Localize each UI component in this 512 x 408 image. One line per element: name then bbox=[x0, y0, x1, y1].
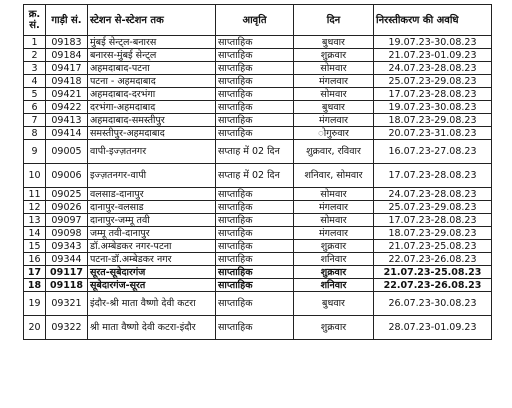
cell-serial-number: 13 bbox=[24, 214, 46, 227]
cell-train-number: 09097 bbox=[46, 214, 88, 227]
cell-cancellation-period: 17.07.23-28.08.23 bbox=[374, 214, 492, 227]
cell-day: बुधवार bbox=[294, 36, 374, 49]
cell-cancellation-period: 21.07.23-01.09.23 bbox=[374, 49, 492, 62]
cell-day: शुक्रवार bbox=[294, 240, 374, 253]
table-row bbox=[24, 75, 492, 88]
cell-serial-number: 3 bbox=[24, 62, 46, 75]
cell-frequency: साप्ताहिक bbox=[216, 214, 294, 227]
cell-frequency: साप्ताहिक bbox=[216, 49, 294, 62]
cell-day: सोमवार bbox=[294, 62, 374, 75]
cancellation-table-container bbox=[23, 4, 492, 340]
table-row bbox=[24, 227, 492, 240]
cell-route: मुंबई सेन्ट्ल-बनारस bbox=[88, 36, 216, 49]
table-row bbox=[24, 253, 492, 266]
cell-day: शुक्रवार bbox=[294, 266, 374, 279]
cell-train-number: 09414 bbox=[46, 127, 88, 140]
cell-cancellation-period: 19.07.23-30.08.23 bbox=[374, 36, 492, 49]
cell-cancellation-period: 20.07.23-31.08.23 bbox=[374, 127, 492, 140]
cell-cancellation-period: 19.07.23-30.08.23 bbox=[374, 101, 492, 114]
cell-day: शुक्रवार, रविवार bbox=[294, 140, 374, 164]
cell-frequency: साप्ताहिक bbox=[216, 201, 294, 214]
table-row bbox=[24, 88, 492, 101]
cell-frequency: साप्ताहिक bbox=[216, 114, 294, 127]
cell-frequency: साप्ताहिक bbox=[216, 88, 294, 101]
cell-cancellation-period: 17.07.23-28.08.23 bbox=[374, 88, 492, 101]
cell-cancellation-period: 21.07.23-25.08.23 bbox=[374, 240, 492, 253]
cell-serial-number: 19 bbox=[24, 292, 46, 316]
cell-route: सूबेदारगंज-सूरत bbox=[88, 279, 216, 292]
cell-route: बनारस-मुंबई सेन्ट्ल bbox=[88, 49, 216, 62]
table-row bbox=[24, 101, 492, 114]
header-frequency: आवृति bbox=[216, 5, 294, 36]
cell-route: पटना-डॉ.अम्बेडकर नगर bbox=[88, 253, 216, 266]
cell-route: जम्मू तवी-दानापुर bbox=[88, 227, 216, 240]
cell-frequency: साप्ताहिक bbox=[216, 316, 294, 340]
cell-serial-number: 12 bbox=[24, 201, 46, 214]
cell-train-number: 09117 bbox=[46, 266, 88, 279]
cell-frequency: साप्ताहिक bbox=[216, 266, 294, 279]
cell-cancellation-period: 22.07.23-26.08.23 bbox=[374, 279, 492, 292]
cell-train-number: 09006 bbox=[46, 164, 88, 188]
cell-train-number: 09005 bbox=[46, 140, 88, 164]
cell-route: दरभंगा-अहमदाबाद bbox=[88, 101, 216, 114]
cell-frequency: साप्ताहिक bbox=[216, 36, 294, 49]
cell-train-number: 09422 bbox=[46, 101, 88, 114]
cell-frequency: साप्ताहिक bbox=[216, 227, 294, 240]
cell-cancellation-period: 21.07.23-25.08.23 bbox=[374, 266, 492, 279]
table-row bbox=[24, 279, 492, 292]
cell-serial-number: 2 bbox=[24, 49, 46, 62]
cell-serial-number: 16 bbox=[24, 253, 46, 266]
cell-serial-number: 10 bbox=[24, 164, 46, 188]
cell-train-number: 09098 bbox=[46, 227, 88, 240]
cell-frequency: साप्ताहिक bbox=[216, 127, 294, 140]
cell-serial-number: 7 bbox=[24, 114, 46, 127]
cell-route: दानापुर-वलसाड bbox=[88, 201, 216, 214]
cell-frequency: साप्ताहिक bbox=[216, 75, 294, 88]
cell-train-number: 09184 bbox=[46, 49, 88, 62]
header-day: दिन bbox=[294, 5, 374, 36]
cell-route: वलसाड-दानापुर bbox=[88, 188, 216, 201]
cell-serial-number: 20 bbox=[24, 316, 46, 340]
cell-serial-number: 8 bbox=[24, 127, 46, 140]
cell-cancellation-period: 25.07.23-29.08.23 bbox=[374, 201, 492, 214]
cell-train-number: 09322 bbox=[46, 316, 88, 340]
cell-serial-number: 15 bbox=[24, 240, 46, 253]
header-cancellation-period: निरस्तीकरण की अवधि bbox=[374, 5, 492, 36]
cell-serial-number: 17 bbox=[24, 266, 46, 279]
cell-day: सोमवार bbox=[294, 88, 374, 101]
cell-route: अहमदाबाद-दरभंगा bbox=[88, 88, 216, 101]
cell-cancellation-period: 24.07.23-28.08.23 bbox=[374, 62, 492, 75]
cell-train-number: 09025 bbox=[46, 188, 88, 201]
cell-frequency: साप्ताहिक bbox=[216, 188, 294, 201]
cell-cancellation-period: 26.07.23-30.08.23 bbox=[374, 292, 492, 316]
cell-train-number: 09421 bbox=[46, 88, 88, 101]
cell-route: अहमदाबाद-पटना bbox=[88, 62, 216, 75]
table-row bbox=[24, 36, 492, 49]
table-header-row bbox=[24, 5, 492, 36]
cell-serial-number: 11 bbox=[24, 188, 46, 201]
cell-frequency: साप्ताहिक bbox=[216, 62, 294, 75]
cell-route: अहमदाबाद-समस्तीपुर bbox=[88, 114, 216, 127]
cell-day: मंगलवार bbox=[294, 227, 374, 240]
cell-cancellation-period: 22.07.23-26.08.23 bbox=[374, 253, 492, 266]
header-serial-number: क्र. सं. bbox=[24, 5, 46, 36]
cell-serial-number: 5 bbox=[24, 88, 46, 101]
cell-cancellation-period: 17.07.23-28.08.23 bbox=[374, 164, 492, 188]
table-row bbox=[24, 62, 492, 75]
table-row bbox=[24, 240, 492, 253]
cell-frequency: साप्ताहिक bbox=[216, 279, 294, 292]
cell-train-number: 09418 bbox=[46, 75, 88, 88]
cell-frequency: साप्ताहिक bbox=[216, 292, 294, 316]
cell-frequency: साप्ताहिक bbox=[216, 240, 294, 253]
cell-day: मंगलवार bbox=[294, 201, 374, 214]
table-row bbox=[24, 292, 492, 316]
table-body bbox=[24, 36, 492, 340]
cell-day: बुधवार bbox=[294, 292, 374, 316]
cell-cancellation-period: 16.07.23-27.08.23 bbox=[374, 140, 492, 164]
cell-route: डॉ.अम्बेडकर नगर-पटना bbox=[88, 240, 216, 253]
cell-day: शनिवार bbox=[294, 253, 374, 266]
table-row bbox=[24, 164, 492, 188]
train-cancellation-table bbox=[23, 4, 492, 340]
cell-route: समस्तीपुर-अहमदाबाद bbox=[88, 127, 216, 140]
cell-serial-number: 14 bbox=[24, 227, 46, 240]
table-row bbox=[24, 316, 492, 340]
cell-train-number: 09344 bbox=[46, 253, 88, 266]
cell-train-number: 09343 bbox=[46, 240, 88, 253]
cell-route: श्री माता वैष्णो देवी कटरा-इंदौर bbox=[88, 316, 216, 340]
header-train-number: गाड़ी सं. bbox=[46, 5, 88, 36]
cell-frequency: सप्ताह में 02 दिन bbox=[216, 140, 294, 164]
cell-route: सूरत-सूबेदारगंज bbox=[88, 266, 216, 279]
cell-train-number: 09413 bbox=[46, 114, 88, 127]
cell-day: सोमवार bbox=[294, 188, 374, 201]
table-row bbox=[24, 127, 492, 140]
cell-route: पटना - अहमदाबाद bbox=[88, 75, 216, 88]
cell-day: शुक्रवार bbox=[294, 316, 374, 340]
cell-train-number: 09321 bbox=[46, 292, 88, 316]
cell-day: शनिवार, सोमवार bbox=[294, 164, 374, 188]
cell-train-number: 09417 bbox=[46, 62, 88, 75]
table-row bbox=[24, 49, 492, 62]
cell-day: सोमवार bbox=[294, 214, 374, 227]
table-row bbox=[24, 266, 492, 279]
table-row bbox=[24, 114, 492, 127]
table-row bbox=[24, 140, 492, 164]
cell-day: मंगलवार bbox=[294, 75, 374, 88]
cell-route: वापी-इज्ज़तनगर bbox=[88, 140, 216, 164]
cell-day: बुधवार bbox=[294, 101, 374, 114]
cell-route: दानापुर-जम्मू तवी bbox=[88, 214, 216, 227]
table-row bbox=[24, 188, 492, 201]
cell-serial-number: 4 bbox=[24, 75, 46, 88]
cell-day: ोगुरुवार bbox=[294, 127, 374, 140]
cell-frequency: साप्ताहिक bbox=[216, 101, 294, 114]
cell-serial-number: 6 bbox=[24, 101, 46, 114]
cell-frequency: सप्ताह में 02 दिन bbox=[216, 164, 294, 188]
cell-day: शनिवार bbox=[294, 279, 374, 292]
cell-route: इज्ज़तनगर-वापी bbox=[88, 164, 216, 188]
table-row bbox=[24, 201, 492, 214]
cell-cancellation-period: 24.07.23-28.08.23 bbox=[374, 188, 492, 201]
cell-day: शुक्रवार bbox=[294, 49, 374, 62]
cell-serial-number: 18 bbox=[24, 279, 46, 292]
table-row bbox=[24, 214, 492, 227]
cell-day: मंगलवार bbox=[294, 114, 374, 127]
cell-train-number: 09183 bbox=[46, 36, 88, 49]
cell-frequency: साप्ताहिक bbox=[216, 253, 294, 266]
cell-route: इंदौर-श्री माता वैष्णो देवी कटरा bbox=[88, 292, 216, 316]
cell-train-number: 09118 bbox=[46, 279, 88, 292]
cell-cancellation-period: 18.07.23-29.08.23 bbox=[374, 114, 492, 127]
cell-cancellation-period: 25.07.23-29.08.23 bbox=[374, 75, 492, 88]
cell-serial-number: 1 bbox=[24, 36, 46, 49]
header-route: स्टेशन से-स्टेशन तक bbox=[88, 5, 216, 36]
cell-cancellation-period: 18.07.23-29.08.23 bbox=[374, 227, 492, 240]
cell-cancellation-period: 28.07.23-01.09.23 bbox=[374, 316, 492, 340]
cell-train-number: 09026 bbox=[46, 201, 88, 214]
cell-serial-number: 9 bbox=[24, 140, 46, 164]
